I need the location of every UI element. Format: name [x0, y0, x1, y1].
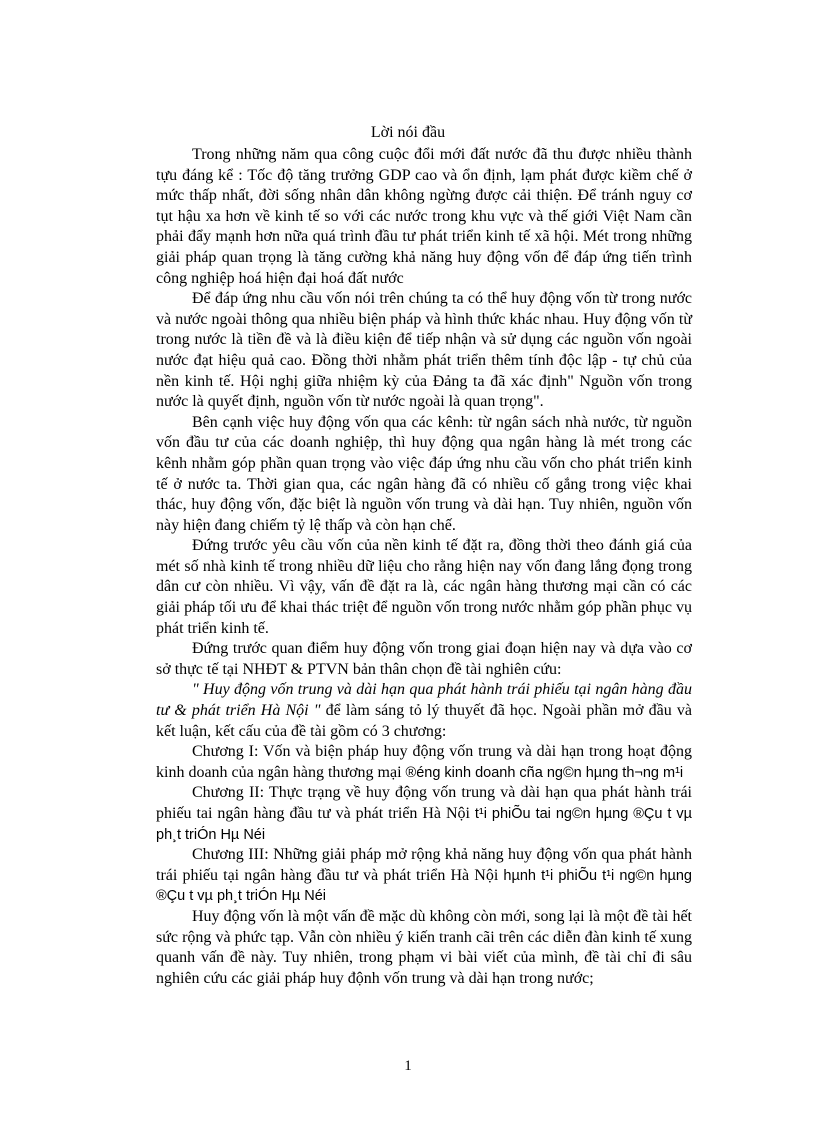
chapter-3-text: Chương III: Những giải pháp mở rộng khả năng huy động vốn qua phát hành trái phiếu tại ngân hàng đầu tư và phát triển Hà Nội [156, 846, 692, 884]
chapter-3 [156, 845, 692, 907]
chapter-1-text: Chương I: Vốn và biện pháp huy động vốn trung và dài hạn trong hoạt động kinh doanh của ngân hàng thương mại [156, 743, 692, 781]
body-text [156, 145, 692, 989]
paragraph-topic [156, 680, 692, 742]
chapter-2-text: Chương II: Thực trạng về huy động vốn trung và dài hạn qua phát hành trái phiếu tai ngân hàng đầu tư và phát triển Hà Nội [156, 784, 692, 822]
paragraph-capital-needs: Để đáp ứng nhu cầu vốn nói trên chúng ta có thể huy động vốn từ trong nước và nước ngoài thông qua nhiều biện pháp và hình thức khác nhau. Huy động vốn từ trong nước là tiền đề và là điều kiện để tiếp nhận và sử dụng các nguồn vốn ngoài nước đạt hiệu quả cao. Đồng thời nhằm phát triển thêm tính độc lập - tự chủ của nền kinh tế. Hội nghị giữa nhiệm kỳ của Đảng ta đã xác định" Nguồn vốn trong nước là quyết định, nguồn vốn từ nước ngoài là quan trọng". [156, 290, 692, 411]
paragraph-requirements: Đứng trước yêu cầu vốn của nền kinh tế đặt ra, đồng thời theo đánh giá của mét số nhà kinh tế trong nhiều dữ liệu cho rằng hiện nay vốn đang lắng đọng trong dân cư còn nhiều. Vì vậy, vấn đề đặt ra là, các ngân hàng thương mại cần có các giải pháp tối ưu để khai thác triệt để nguồn vốn trong nước nhằm góp phần phục vụ phát triển kinh tế. [156, 537, 692, 637]
paragraph-closing: Huy động vốn là một vấn đề mặc dù không còn mới, song lại là một đề tài hết sức rộng và phức tạp. Vẫn còn nhiều ý kiến tranh cãi trên các diễn đàn kinh tế xung quanh vấn đề này. Tuy nhiên, trong phạm vi bài viết của mình, đề tài chỉ đi sâu nghiên cứu các giải pháp huy độnh vốn trung và dài hạn trong nước; [156, 907, 692, 987]
chapter-3-garbled-text: hµnh t¹i phiÕu t¹i ng©n hµng ®Çu t vµ ph¸t triÓn Hµ Néi [156, 867, 692, 905]
paragraph-intro: Trong những năm qua công cuộc đổi mới đất nước đã thu được nhiều thành tựu đáng kể : Tốc độ tăng trưởng GDP cao và ổn định, lạm phát được kiềm chế ở mức thấp nhất, đời sống nhân dân không ngừng được cải thiện. Để tránh nguy cơ tụt hậu xa hơn về kinh tế so với các nước trong khu vực và thế giới Việt Nam cần phải đẩy mạnh hơn nữa quá trình đầu tư phát triển kinh tế xã hội. Mét trong những giải pháp quan trọng là tăng cường khả năng huy động vốn để đáp ứng tiến trình công nghiệp hoá hiện đại hoá đất nước [156, 146, 692, 287]
chapter-1 [156, 742, 692, 783]
chapter-2-garbled-text: t¹i phiÕu tai ng©n hµng ®Çu t vµ ph¸t triÓn Hµ Néi [156, 806, 693, 843]
topic-description: để làm sáng tỏ lý thuyết đã học. Ngoài phần mở đầu và kết luận, kết cấu của đề tài gồm có 3 chương: [156, 702, 692, 740]
page-number: 1 [404, 1058, 412, 1074]
chapter-1-garbled-text: ®éng kinh doanh cña ng©n hµng th¬ng m¹i [405, 764, 684, 781]
chapter-2 [156, 783, 692, 845]
paragraph-viewpoint: Đứng trước quan điểm huy động vốn trong giai đoạn hiện nay và dựa vào cơ sở thực tế tại NHĐT & PTVN bản thân chọn đề tài nghiên cứu: [156, 640, 692, 678]
topic-title: " Huy động vốn trung và dài hạn qua phát hành trái phiếu tại ngân hàng đầu tư & phát triển Hà Nội " [156, 681, 692, 720]
page-title: Lời nói đầu [370, 124, 446, 141]
paragraph-channels: Bên cạnh việc huy động vốn qua các kênh: từ ngân sách nhà nước, từ nguồn vốn đầu tư của các doanh nghiệp, thì huy động qua ngân hàng là mét trong các kênh nhằm góp phần quan trọng vào việc đáp ứng nhu cầu vốn cho phát triển kinh tế ở nước ta. Thời gian qua, các ngân hàng đã có nhiều cố gắng trong việc khai thác, huy động vốn, đặc biệt là nguồn vốn trung và dài hạn. Tuy nhiên, nguồn vốn này hiện đang chiếm tỷ lệ thấp và còn hạn chế. [156, 413, 692, 534]
